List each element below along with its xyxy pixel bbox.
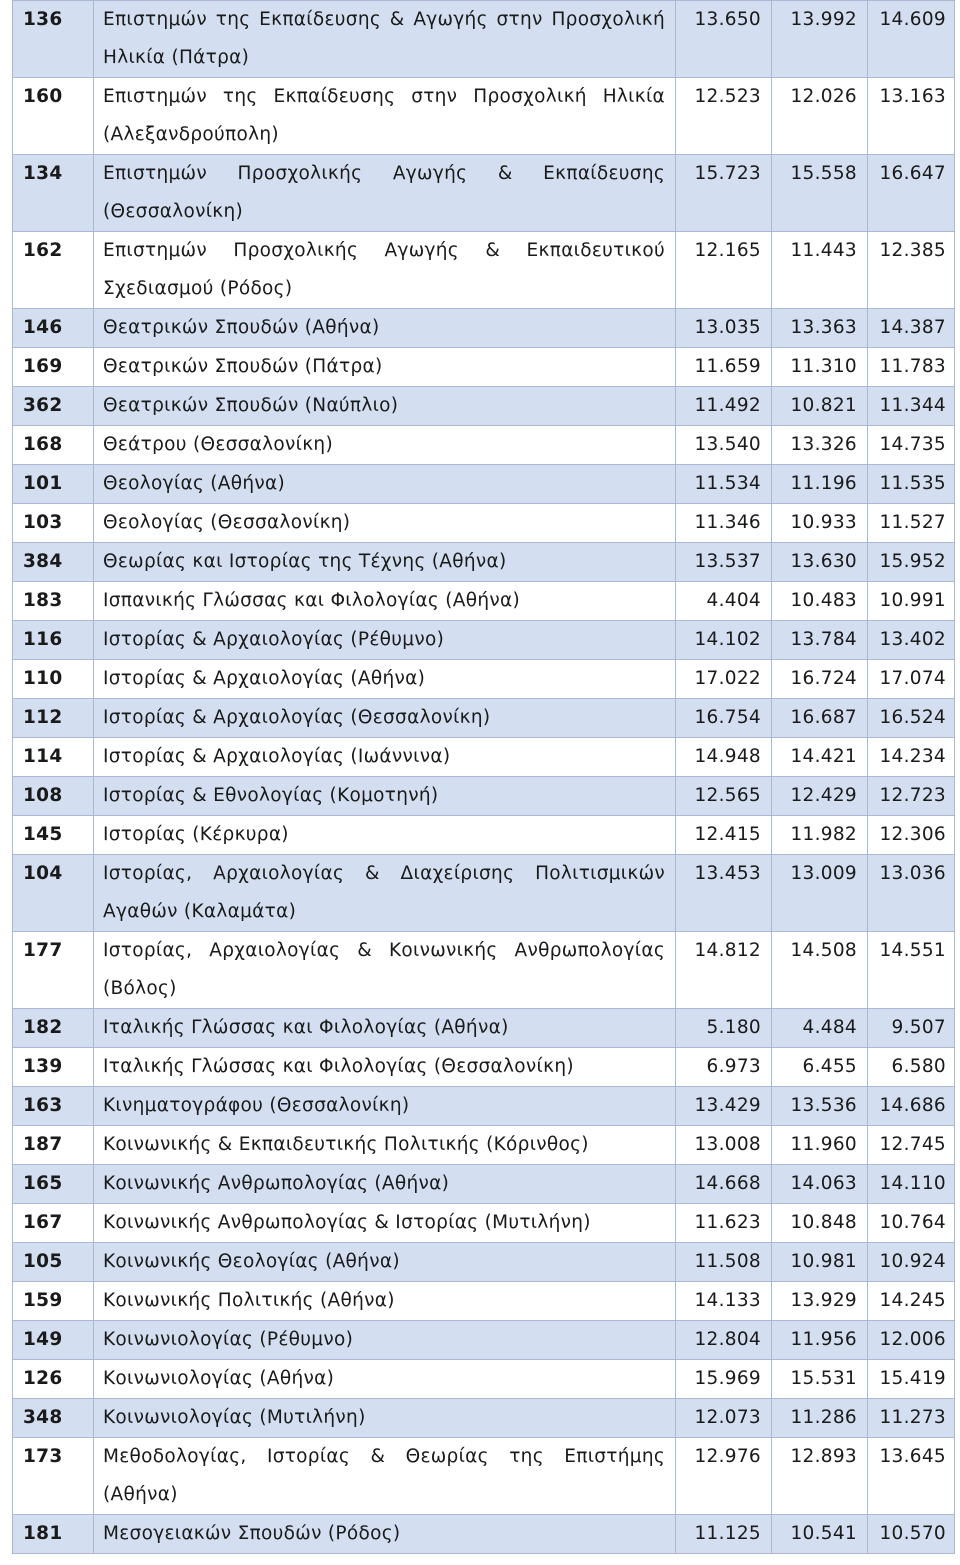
department-code-cell: 167 [13,1204,94,1243]
department-name-cell: Κοινωνικής Θεολογίας (Αθήνα) [94,1243,676,1282]
score-cell-3: 6.580 [868,1048,955,1087]
score-cell-3: 14.735 [868,426,955,465]
score-cell-1: 13.008 [676,1126,772,1165]
score-cell-2: 13.326 [772,426,868,465]
table-row [13,621,955,660]
table-row [13,1126,955,1165]
table-row [13,932,955,1009]
score-cell-1: 11.534 [676,465,772,504]
department-code-cell: 182 [13,1009,94,1048]
score-cell-2: 11.310 [772,348,868,387]
department-name-cell: Ισπανικής Γλώσσας και Φιλολογίας (Αθήνα) [94,582,676,621]
table-row [13,1204,955,1243]
department-code-cell: 101 [13,465,94,504]
score-cell-3: 10.924 [868,1243,955,1282]
department-name-cell: Θεατρικών Σπουδών (Ναύπλιο) [94,387,676,426]
score-cell-2: 16.724 [772,660,868,699]
score-cell-3: 13.163 [868,78,955,155]
score-cell-2: 13.929 [772,1282,868,1321]
department-code-cell: 105 [13,1243,94,1282]
score-cell-2: 11.196 [772,465,868,504]
table-row [13,1399,955,1438]
department-name-cell: Μεθοδολογίας, Ιστορίας & Θεωρίας της Επιστήμης (Αθήνα) [94,1438,676,1515]
score-cell-1: 12.415 [676,816,772,855]
score-cell-3: 14.110 [868,1165,955,1204]
department-code-cell: 146 [13,309,94,348]
score-cell-1: 14.668 [676,1165,772,1204]
table-row [13,232,955,309]
score-cell-2: 11.443 [772,232,868,309]
score-cell-2: 11.286 [772,1399,868,1438]
department-name-cell: Θεατρικών Σπουδών (Πάτρα) [94,348,676,387]
score-cell-1: 11.623 [676,1204,772,1243]
score-cell-1: 14.102 [676,621,772,660]
department-name-cell: Κοινωνικής & Εκπαιδευτικής Πολιτικής (Κόρινθος) [94,1126,676,1165]
table-row [13,78,955,155]
score-cell-2: 13.784 [772,621,868,660]
score-cell-1: 14.812 [676,932,772,1009]
score-cell-3: 15.419 [868,1360,955,1399]
score-cell-2: 13.363 [772,309,868,348]
grades-table [12,0,955,1554]
department-code-cell: 362 [13,387,94,426]
department-name-cell: Ιστορίας & Αρχαιολογίας (Ιωάννινα) [94,738,676,777]
department-name-cell: Ιστορίας & Αρχαιολογίας (Ρέθυμνο) [94,621,676,660]
table-row [13,387,955,426]
score-cell-1: 11.508 [676,1243,772,1282]
table-row [13,309,955,348]
score-cell-3: 11.344 [868,387,955,426]
table-row [13,543,955,582]
department-name-cell: Ιστορίας & Αρχαιολογίας (Θεσσαλονίκη) [94,699,676,738]
score-cell-3: 12.745 [868,1126,955,1165]
score-cell-3: 10.991 [868,582,955,621]
department-name-cell: Κοινωνιολογίας (Αθήνα) [94,1360,676,1399]
score-cell-1: 17.022 [676,660,772,699]
score-cell-3: 14.234 [868,738,955,777]
score-cell-2: 13.009 [772,855,868,932]
department-code-cell: 149 [13,1321,94,1360]
score-cell-3: 13.036 [868,855,955,932]
department-code-cell: 134 [13,155,94,232]
score-cell-2: 16.687 [772,699,868,738]
score-cell-2: 10.981 [772,1243,868,1282]
score-cell-2: 4.484 [772,1009,868,1048]
score-cell-1: 13.453 [676,855,772,932]
score-cell-2: 14.421 [772,738,868,777]
table-row [13,426,955,465]
score-cell-2: 10.933 [772,504,868,543]
table-row [13,1,955,78]
department-name-cell: Ιταλικής Γλώσσας και Φιλολογίας (Αθήνα) [94,1009,676,1048]
department-name-cell: Μεσογειακών Σπουδών (Ρόδος) [94,1515,676,1554]
score-cell-2: 11.982 [772,816,868,855]
score-cell-1: 12.804 [676,1321,772,1360]
department-code-cell: 160 [13,78,94,155]
score-cell-2: 10.483 [772,582,868,621]
table-row [13,1243,955,1282]
score-cell-1: 12.523 [676,78,772,155]
department-name-cell: Ιστορίας (Κέρκυρα) [94,816,676,855]
score-cell-3: 11.527 [868,504,955,543]
department-code-cell: 169 [13,348,94,387]
score-cell-1: 14.948 [676,738,772,777]
department-code-cell: 126 [13,1360,94,1399]
department-name-cell: Επιστημών Προσχολικής Αγωγής & Εκπαιδευτικού Σχεδιασμού (Ρόδος) [94,232,676,309]
department-code-cell: 163 [13,1087,94,1126]
score-cell-2: 12.893 [772,1438,868,1515]
department-code-cell: 165 [13,1165,94,1204]
score-cell-3: 14.245 [868,1282,955,1321]
score-cell-1: 14.133 [676,1282,772,1321]
department-name-cell: Ιστορίας & Αρχαιολογίας (Αθήνα) [94,660,676,699]
score-cell-1: 12.165 [676,232,772,309]
department-name-cell: Επιστημών της Εκπαίδευσης στην Προσχολική Ηλικία (Αλεξανδρούπολη) [94,78,676,155]
score-cell-3: 12.723 [868,777,955,816]
score-cell-2: 10.821 [772,387,868,426]
score-cell-2: 11.960 [772,1126,868,1165]
score-cell-2: 13.536 [772,1087,868,1126]
score-cell-1: 12.073 [676,1399,772,1438]
score-cell-3: 15.952 [868,543,955,582]
score-cell-1: 13.429 [676,1087,772,1126]
department-name-cell: Κοινωνιολογίας (Μυτιλήνη) [94,1399,676,1438]
table-row [13,816,955,855]
score-cell-2: 12.429 [772,777,868,816]
score-cell-2: 10.848 [772,1204,868,1243]
department-name-cell: Θεατρικών Σπουδών (Αθήνα) [94,309,676,348]
department-name-cell: Θεωρίας και Ιστορίας της Τέχνης (Αθήνα) [94,543,676,582]
score-cell-3: 12.006 [868,1321,955,1360]
department-code-cell: 159 [13,1282,94,1321]
score-cell-1: 13.540 [676,426,772,465]
score-cell-3: 14.609 [868,1,955,78]
score-cell-1: 12.565 [676,777,772,816]
department-code-cell: 136 [13,1,94,78]
score-cell-2: 13.630 [772,543,868,582]
score-cell-3: 14.387 [868,309,955,348]
department-code-cell: 110 [13,660,94,699]
score-cell-1: 6.973 [676,1048,772,1087]
score-cell-3: 14.686 [868,1087,955,1126]
table-row [13,1165,955,1204]
department-name-cell: Θεολογίας (Θεσσαλονίκη) [94,504,676,543]
department-code-cell: 162 [13,232,94,309]
table-row [13,1515,955,1554]
department-name-cell: Θεάτρου (Θεσσαλονίκη) [94,426,676,465]
department-code-cell: 114 [13,738,94,777]
table-row [13,855,955,932]
table-row [13,1360,955,1399]
score-cell-1: 15.969 [676,1360,772,1399]
table-row [13,1321,955,1360]
score-cell-1: 12.976 [676,1438,772,1515]
department-code-cell: 168 [13,426,94,465]
department-code-cell: 139 [13,1048,94,1087]
table-row [13,777,955,816]
score-cell-1: 13.537 [676,543,772,582]
department-code-cell: 384 [13,543,94,582]
score-cell-2: 12.026 [772,78,868,155]
table-row [13,1282,955,1321]
score-cell-3: 13.402 [868,621,955,660]
score-cell-2: 6.455 [772,1048,868,1087]
score-cell-3: 16.647 [868,155,955,232]
score-cell-2: 15.531 [772,1360,868,1399]
department-name-cell: Ιστορίας, Αρχαιολογίας & Κοινωνικής Ανθρωπολογίας (Βόλος) [94,932,676,1009]
department-code-cell: 173 [13,1438,94,1515]
department-name-cell: Κοινωνικής Ανθρωπολογίας (Αθήνα) [94,1165,676,1204]
score-cell-3: 12.385 [868,232,955,309]
department-code-cell: 103 [13,504,94,543]
score-cell-2: 14.063 [772,1165,868,1204]
department-name-cell: Ιταλικής Γλώσσας και Φιλολογίας (Θεσσαλονίκη) [94,1048,676,1087]
table-row [13,1009,955,1048]
score-cell-1: 13.650 [676,1,772,78]
score-cell-1: 13.035 [676,309,772,348]
department-name-cell: Ιστορίας & Εθνολογίας (Κομοτηνή) [94,777,676,816]
score-cell-2: 11.956 [772,1321,868,1360]
score-cell-2: 13.992 [772,1,868,78]
score-cell-1: 16.754 [676,699,772,738]
department-name-cell: Επιστημών Προσχολικής Αγωγής & Εκπαίδευσης (Θεσσαλονίκη) [94,155,676,232]
department-code-cell: 181 [13,1515,94,1554]
score-cell-1: 15.723 [676,155,772,232]
department-name-cell: Επιστημών της Εκπαίδευσης & Αγωγής στην Προσχολική Ηλικία (Πάτρα) [94,1,676,78]
table-row [13,465,955,504]
department-code-cell: 187 [13,1126,94,1165]
table-row [13,1087,955,1126]
table-row [13,738,955,777]
score-cell-3: 12.306 [868,816,955,855]
department-code-cell: 108 [13,777,94,816]
department-name-cell: Κοινωνικής Ανθρωπολογίας & Ιστορίας (Μυτιλήνη) [94,1204,676,1243]
department-code-cell: 104 [13,855,94,932]
score-cell-1: 11.659 [676,348,772,387]
department-name-cell: Ιστορίας, Αρχαιολογίας & Διαχείρισης Πολιτισμικών Αγαθών (Καλαμάτα) [94,855,676,932]
score-cell-3: 16.524 [868,699,955,738]
table-row [13,348,955,387]
score-cell-3: 13.645 [868,1438,955,1515]
department-code-cell: 348 [13,1399,94,1438]
score-cell-2: 14.508 [772,932,868,1009]
table-row [13,1048,955,1087]
score-cell-1: 11.492 [676,387,772,426]
department-name-cell: Κινηματογράφου (Θεσσαλονίκη) [94,1087,676,1126]
score-cell-2: 10.541 [772,1515,868,1554]
department-code-cell: 177 [13,932,94,1009]
score-cell-1: 4.404 [676,582,772,621]
department-name-cell: Θεολογίας (Αθήνα) [94,465,676,504]
score-cell-3: 11.535 [868,465,955,504]
score-cell-3: 10.764 [868,1204,955,1243]
department-code-cell: 112 [13,699,94,738]
table-row [13,155,955,232]
department-name-cell: Κοινωνιολογίας (Ρέθυμνο) [94,1321,676,1360]
department-code-cell: 116 [13,621,94,660]
table-row [13,1438,955,1515]
score-cell-3: 11.273 [868,1399,955,1438]
department-code-cell: 145 [13,816,94,855]
score-cell-3: 14.551 [868,932,955,1009]
score-cell-3: 9.507 [868,1009,955,1048]
score-cell-1: 11.346 [676,504,772,543]
department-name-cell: Κοινωνικής Πολιτικής (Αθήνα) [94,1282,676,1321]
table-row [13,660,955,699]
score-cell-3: 10.570 [868,1515,955,1554]
score-cell-2: 15.558 [772,155,868,232]
score-cell-3: 17.074 [868,660,955,699]
score-cell-1: 5.180 [676,1009,772,1048]
table-row [13,582,955,621]
grades-table-body [13,1,955,1554]
table-row [13,504,955,543]
department-code-cell: 183 [13,582,94,621]
score-cell-3: 11.783 [868,348,955,387]
score-cell-1: 11.125 [676,1515,772,1554]
table-row [13,699,955,738]
